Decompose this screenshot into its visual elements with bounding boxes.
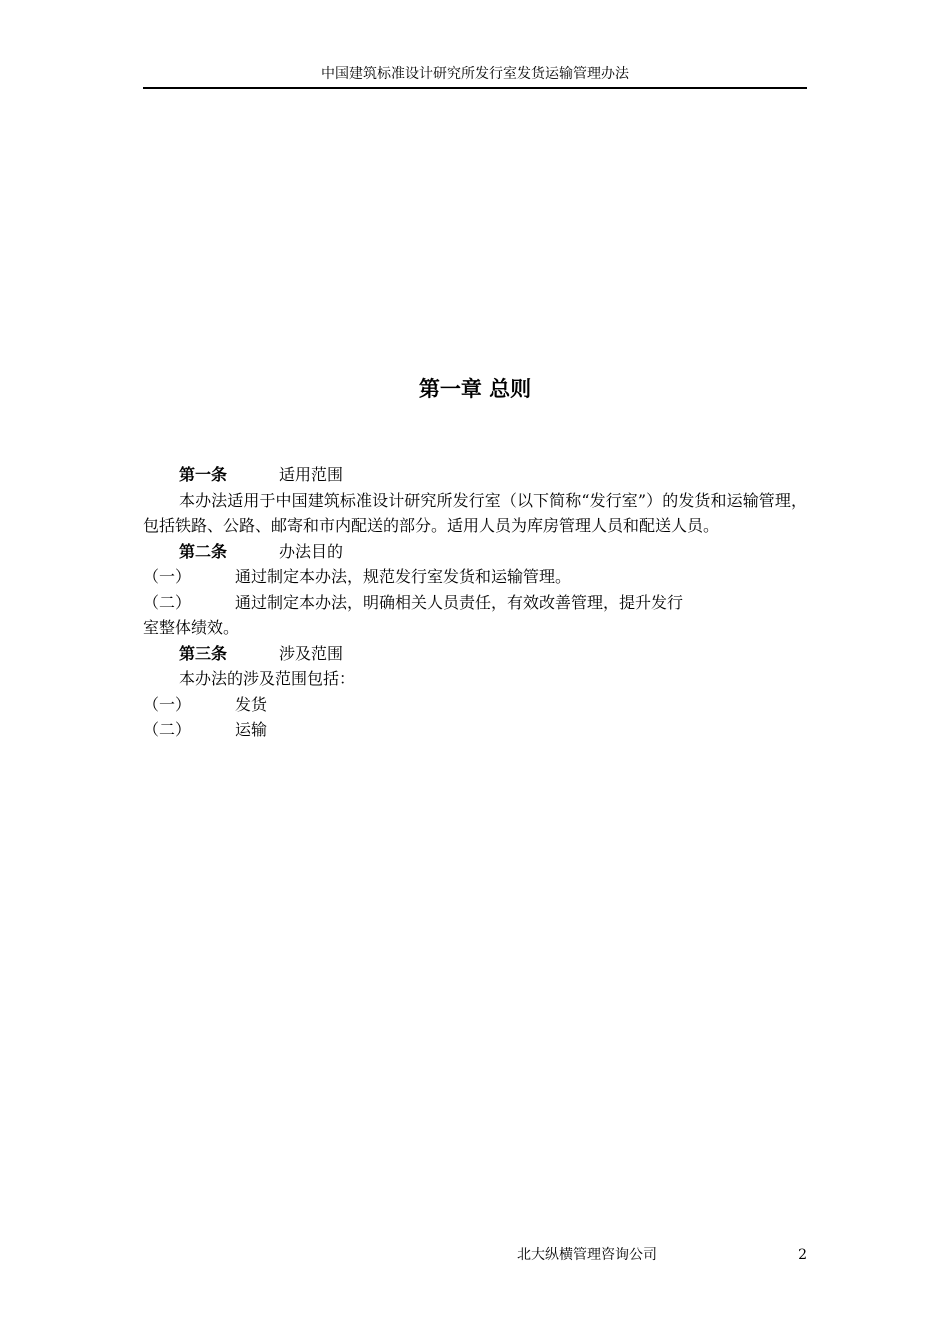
list-marker: （二） [143,592,192,612]
page-number: 2 [798,1247,807,1263]
list-text-continuation: 室整体绩效。 [143,618,240,637]
list-text: 通过制定本办法，规范发行室发货和运输管理。 [235,567,572,586]
list-item [143,717,807,743]
article-heading [143,641,807,667]
article-paragraph: 本办法适用于中国建筑标准设计研究所发行室（以下简称“发行室”）的发货和运输管理，包括铁路、公路、邮寄和市内配送的部分。适用人员为库房管理人员和配送人员。 [143,490,807,535]
article-paragraph: 本办法的涉及范围包括： [179,669,356,688]
article-number: 第二条 [179,541,228,561]
page-header [143,64,807,89]
article-title: 涉及范围 [279,643,344,663]
article-title: 办法目的 [279,541,344,561]
list-marker: （一） [143,694,192,714]
list-item [143,590,807,616]
article-number: 第一条 [179,465,228,484]
list-marker: （一） [143,567,192,586]
footer-company: 北大纵横管理咨询公司 [517,1247,657,1263]
document-body [143,462,807,743]
list-item [143,564,807,590]
list-item [143,692,807,718]
list-marker: （二） [143,720,192,739]
article-title: 适用范围 [279,465,344,484]
page-footer [143,1244,807,1268]
list-text: 发货 [235,694,268,714]
header-title: 中国建筑标准设计研究所发行室发货运输管理办法 [321,66,629,82]
article-heading [143,539,807,565]
list-text: 通过制定本办法，明确相关人员责任，有效改善管理，提升发行 [235,592,684,612]
chapter-title: 第一章 总则 [418,377,532,401]
article-number: 第三条 [179,643,228,663]
article-heading [143,462,807,488]
list-text: 运输 [235,720,268,739]
